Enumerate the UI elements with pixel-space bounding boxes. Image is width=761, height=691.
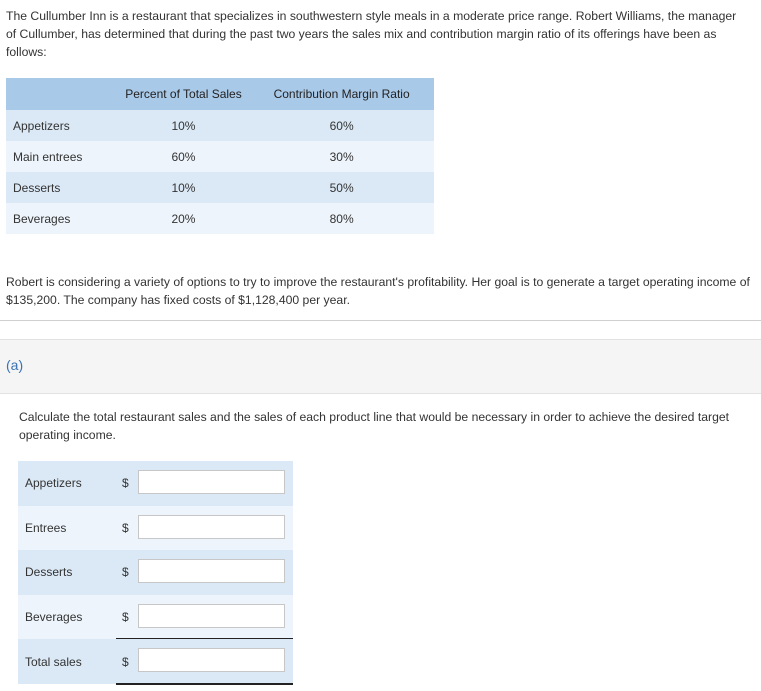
row-label: Main entrees	[6, 141, 118, 172]
dollar-sign: $	[122, 654, 129, 669]
table-row	[6, 110, 434, 141]
header-contribution-margin-ratio: Contribution Margin Ratio	[249, 78, 434, 110]
dollar-sign: $	[122, 520, 129, 535]
total-sales-input[interactable]	[138, 648, 285, 672]
percent-cell: 10%	[118, 110, 250, 141]
dollar-sign: $	[122, 476, 129, 491]
table-header-row	[6, 78, 434, 110]
percent-cell: 10%	[118, 172, 250, 203]
percent-cell: 20%	[118, 203, 250, 234]
intro-paragraph: The Cullumber Inn is a restaurant that specializes in southwestern style meals in a moderate price range. Robert Williams, the manager of Cullumber, has determined that during the past two years the sales mix and contribution margin ratio of its offerings have been as follows:	[6, 9, 737, 59]
entrees-sales-input[interactable]	[138, 515, 285, 539]
answer-label: Total sales	[25, 654, 82, 669]
answer-row-appetizers	[18, 461, 293, 506]
answer-label: Entrees	[25, 520, 67, 535]
target-income-paragraph: Robert is considering a variety of options to try to improve the restaurant's profitability. Her goal is to generate a target operating income of $135,200. The company has fixed costs of $1,128,400 per year.	[6, 275, 750, 307]
header-percent-total-sales: Percent of Total Sales	[118, 78, 250, 110]
dollar-sign: $	[122, 610, 129, 625]
cm-ratio-cell: 80%	[249, 203, 434, 234]
appetizers-sales-input[interactable]	[138, 470, 285, 494]
header-blank	[6, 78, 118, 110]
answer-label: Beverages	[25, 610, 83, 625]
table-row	[6, 172, 434, 203]
section-divider	[0, 320, 761, 321]
total-double-rule	[116, 683, 293, 685]
answer-row-total-sales	[18, 639, 293, 684]
row-label: Appetizers	[6, 110, 118, 141]
part-label: (a)	[6, 357, 24, 373]
desserts-sales-input[interactable]	[138, 559, 285, 583]
dollar-sign: $	[122, 565, 129, 580]
question-text: Calculate the total restaurant sales and the sales of each product line that would be necessary in order to achieve the desired target operating income.	[19, 410, 730, 442]
answer-row-beverages	[18, 595, 293, 640]
answer-label: Desserts	[25, 565, 73, 580]
table-row	[6, 203, 434, 234]
answer-row-entrees	[18, 506, 293, 551]
percent-cell: 60%	[118, 141, 250, 172]
part-a-header	[0, 339, 761, 394]
sales-mix-table	[6, 78, 434, 234]
table-row	[6, 141, 434, 172]
cm-ratio-cell: 30%	[249, 141, 434, 172]
cm-ratio-cell: 60%	[249, 110, 434, 141]
cm-ratio-cell: 50%	[249, 172, 434, 203]
beverages-sales-input[interactable]	[138, 604, 285, 628]
answer-row-desserts	[18, 550, 293, 595]
answer-table	[18, 461, 293, 684]
row-label: Beverages	[6, 203, 118, 234]
answer-label: Appetizers	[25, 476, 82, 491]
row-label: Desserts	[6, 172, 118, 203]
